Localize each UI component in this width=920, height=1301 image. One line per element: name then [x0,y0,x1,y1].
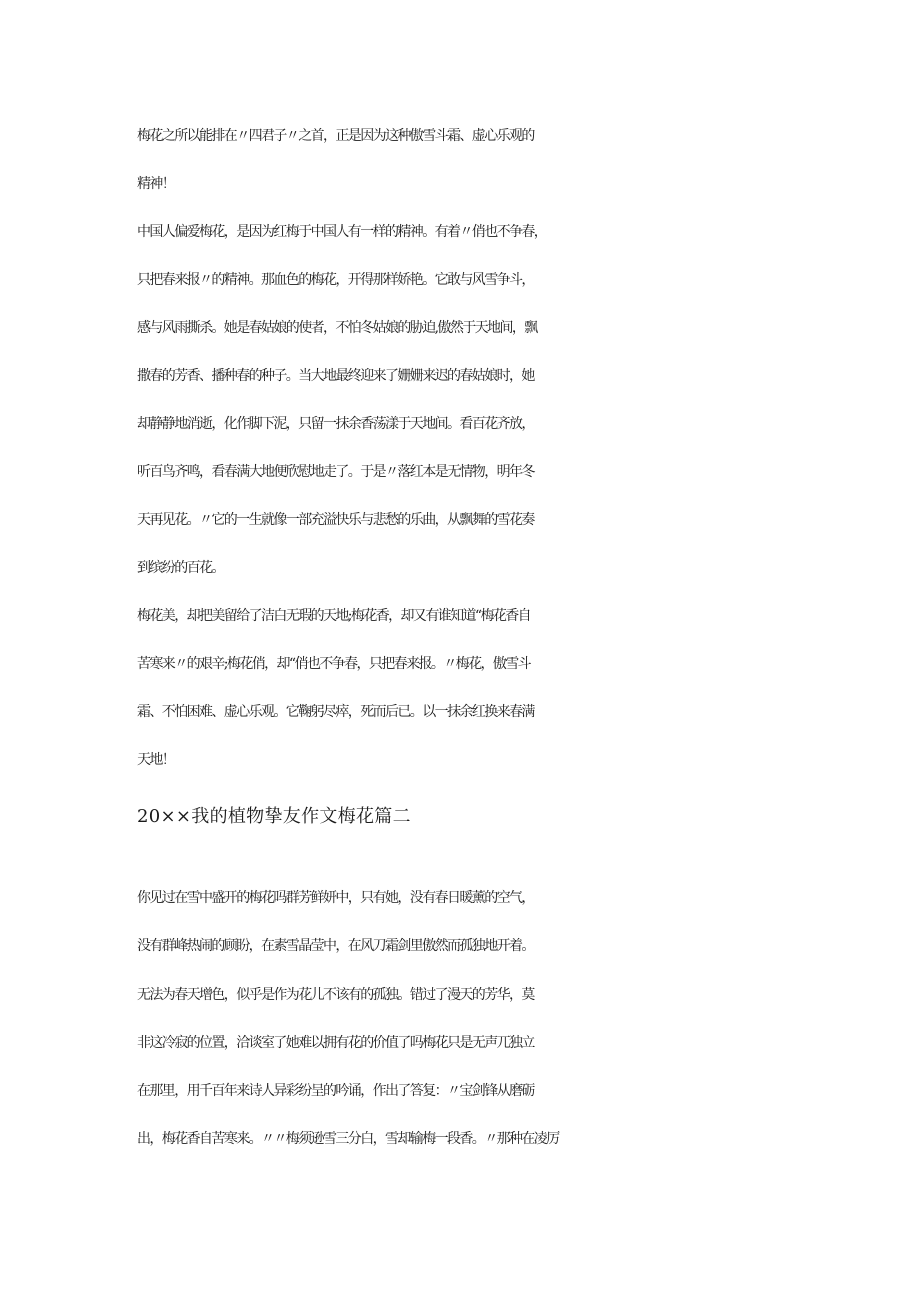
paragraph-2-line-5: 却静静地消逝，化作脚下泥，只留一抹余香荡漾于天地间。看百花齐放， [137,416,534,432]
paragraph-1-line-2: 精神！ [137,176,175,192]
paragraph-3-line-2: 苦寒来〃的艰辛;梅花俏，却“俏也不争春，只把春来报。〃梅花，傲雪斗 [137,656,531,672]
paragraph-2-line-2: 只把春来报〃的精神。那血色的梅花，开得那样娇艳。它敢与风雪争斗， [137,272,534,288]
paragraph-3-line-1: 梅花美，却把美留给了洁白无瑕的天地;梅花香，却又有谁知道“梅花香自 [137,608,531,624]
paragraph-2-line-1: 中国人偏爱梅花，是因为红梅于中国人有一样的精神。有着〃俏也不争春， [137,224,547,240]
paragraph-4-line-2: 没有群峰热闹的顾盼，在素雪晶莹中，在风刀霜剑里傲然而孤独地开着。 [137,938,534,954]
paragraph-2-line-7: 天再见花。〃它的一生就像一部充溢快乐与悲愁的乐曲，从飘舞的雪花奏 [137,512,534,528]
paragraph-4-line-3: 无法为春天增色，似乎是作为花儿不该有的孤独。错过了漫天的芳华，莫 [137,987,534,1003]
paragraph-1-line-1: 梅花之所以能排在〃四君子〃之首，正是因为这种傲雪斗霜、虚心乐观的 [137,128,534,144]
paragraph-4-line-4: 非这冷寂的位置，洽谈室了她难以拥有花的价值了吗梅花只是无声兀独立 [137,1035,534,1051]
paragraph-3-line-3: 霜、不怕困难、虚心乐观。它鞠躬尽瘁，死而后已。以一抹余红换来春满 [137,704,534,720]
paragraph-2-line-4: 撒春的芳香、播种春的种子。当大地最终迎来了姗姗来迟的春姑娘时，她 [137,368,534,384]
paragraph-4-line-5: 在那里，用千百年来诗人异彩纷呈的吟诵，作出了答复：〃宝剑锋从磨砺 [137,1083,534,1099]
paragraph-2-line-3: 感与风雨撕杀。她是春姑娘的使者，不怕冬姑娘的胁迫,傲然于天地间，飘 [137,320,537,336]
paragraph-4-line-6: 出，梅花香自苦寒来。〃〃梅须逊雪三分白，雪却输梅一段香。〃那种在凌厉 [137,1131,559,1147]
paragraph-2-line-8: 到缤纷的百花。 [137,560,224,576]
paragraph-2-line-6: 听百鸟齐鸣，看春满大地便欣慰地走了。于是〃落红本是无情物，明年冬 [137,464,534,480]
section-heading: 20××我的植物挚友作文梅花篇二 [137,806,411,827]
paragraph-3-line-4: 天地！ [137,752,175,768]
paragraph-4-line-1: 你见过在雪中盛开的梅花吗群芳鲜妍中，只有她，没有春日暖薰的空气， [137,890,534,906]
